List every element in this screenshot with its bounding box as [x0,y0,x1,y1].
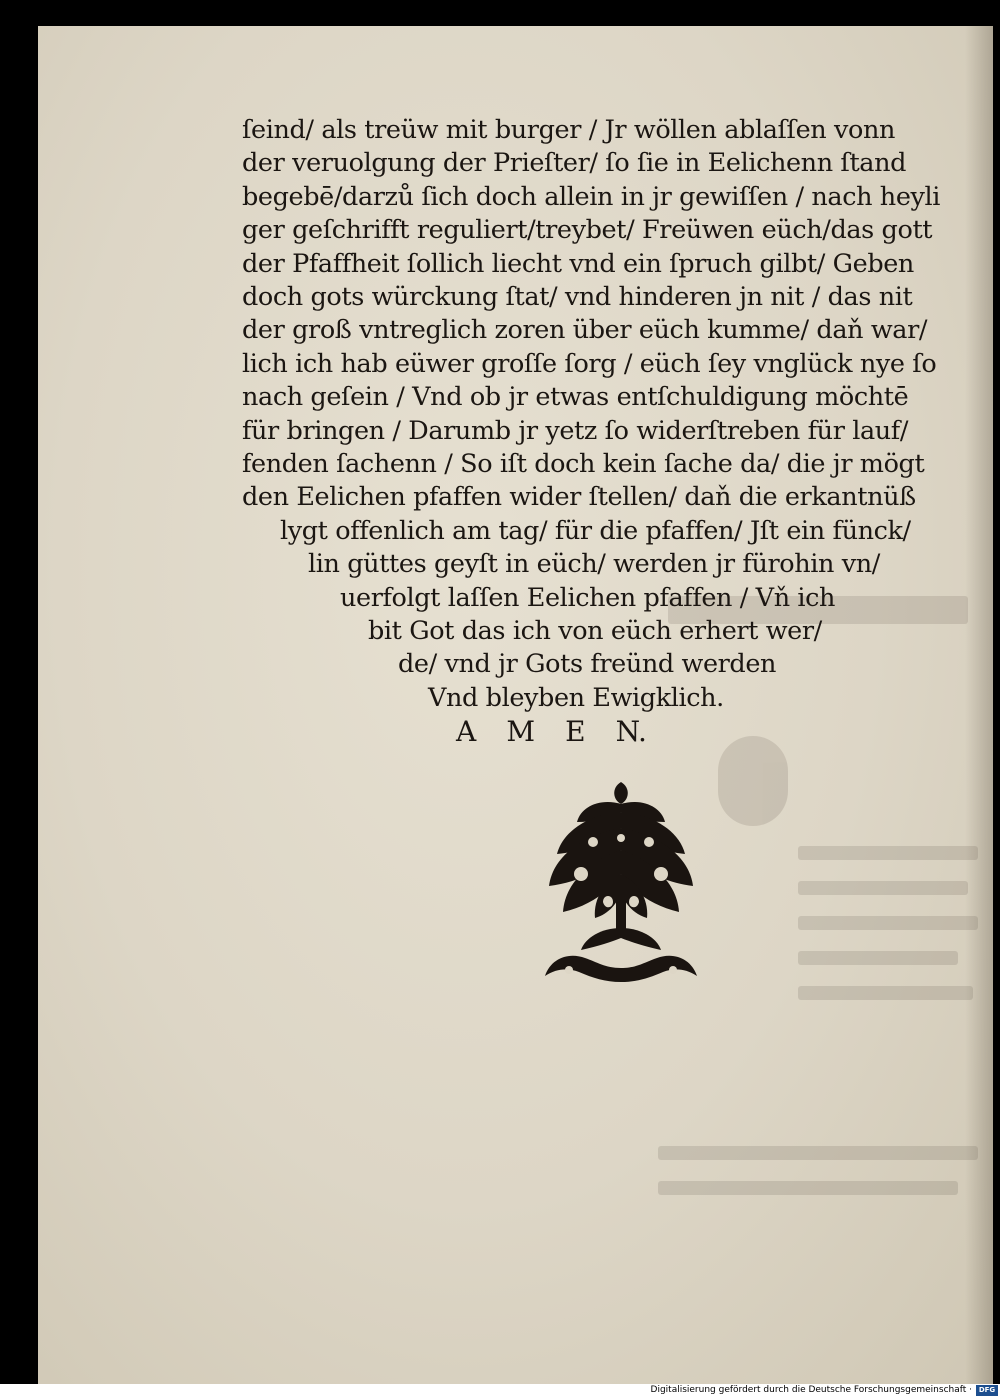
text-line: doch gots würckung ſtat/ vnd hinderen jn nit / das nit [242,282,913,312]
text-line: begebē/darzů ſich doch allein in jr gewiſſen / nach heyli [242,181,941,212]
text-line: bit Got das ich von eüch erhert wer/ [368,616,822,646]
text-line: für bringen / Darumb jr yetz ſo widerſtreben für lauf/ [242,415,909,446]
text-line: de/ vnd jr Gots freünd werden [398,649,777,680]
text-line: den Eelichen pfaffen wider ſtellen/ daň die erkantnüß [242,482,916,513]
text-line: lich ich hab eüwer groſſe ſorg / eüch ſey vnglück nye ſo [242,348,937,379]
digitization-footer [0,1384,1000,1397]
text-line: uerfolgt laſſen Eelichen pfaffen / Vň ich [340,582,836,613]
dfg-logo-badge: DFG [976,1385,998,1396]
floral-tree-ornament-icon [541,778,701,988]
text-line: lygt offenlich am tag/ für die pfaffen/ Jſt ein fünck/ [280,515,911,546]
text-line: ger geſchrifft reguliert/treybet/ Freüwen eüch/das gott [242,215,933,246]
text-line: der Pfaffheit ſollich liecht vnd ein ſpruch gilbt/ Geben [242,248,914,279]
text-line: nach geſein / Vnd ob jr etwas entſchuldigung möchtē [242,382,909,413]
text-line: Vnd bleyben Ewigklich. [428,682,724,713]
text-line: der groß vntreglich zoren über eüch kumme/ daň war/ [242,315,928,346]
book-page [38,26,993,1384]
text-line: lin güttes geyſt in eüch/ werden jr fürohin vn/ [308,549,880,580]
text-line: fenden ſachenn / So iſt doch kein ſache da/ die jr mögt [242,449,925,479]
text-line: ſeind/ als treüw mit burger / Jr wöllen ablaſſen vonn [242,115,896,145]
funding-note: Digitalisierung gefördert durch die Deutsche Forschungsgemeinschaft · [650,1385,972,1395]
text-line: der veruolgung der Prieſter/ ſo ſie in Eelichenn ſtand [242,148,907,179]
amen-line: A M E N. [456,715,647,749]
